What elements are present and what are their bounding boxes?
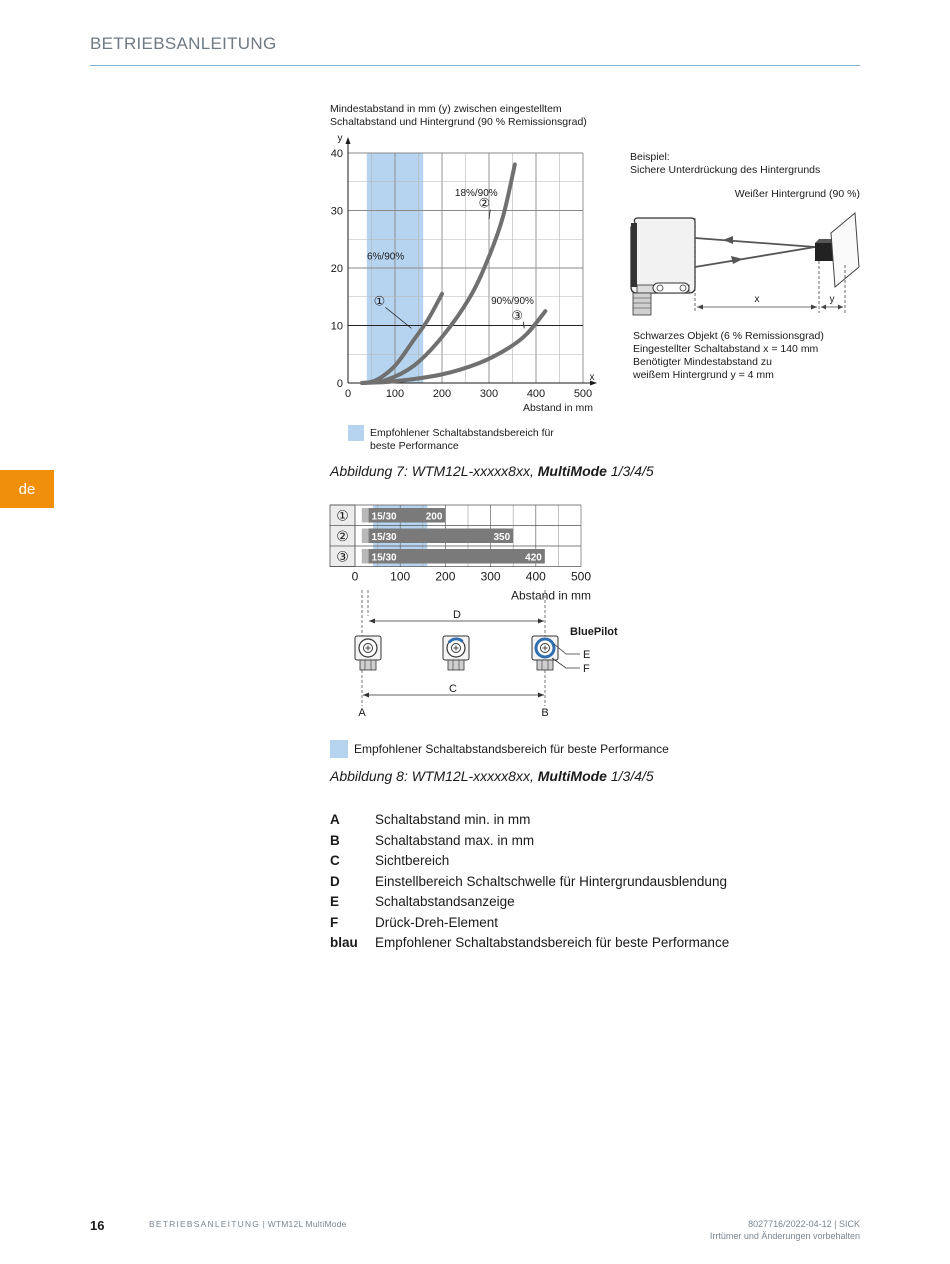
key-code: B bbox=[330, 832, 340, 848]
footer-disclaimer: Irrtümer und Änderungen vorbehalten bbox=[709, 1231, 860, 1241]
example-desc4: weißem Hintergrund y = 4 mm bbox=[633, 369, 774, 381]
key-row bbox=[330, 892, 850, 913]
bar-start-range bbox=[362, 549, 369, 564]
x-axis-title: Abstand in mm bbox=[522, 402, 593, 414]
key-code: D bbox=[330, 873, 340, 889]
chart7-svg bbox=[325, 128, 615, 418]
y-tick-label: 10 bbox=[330, 320, 343, 333]
example-line1: Beispiel: bbox=[630, 151, 670, 163]
x-tick-label: 300 bbox=[480, 569, 501, 584]
label-C: C bbox=[449, 683, 457, 695]
category-label: ① bbox=[336, 507, 349, 524]
x-tick-label: 500 bbox=[570, 569, 592, 584]
x-tick-label: 0 bbox=[344, 388, 352, 400]
dimension-y-label: y bbox=[829, 294, 835, 305]
chart7-legend bbox=[370, 427, 590, 453]
example-desc1: Schwarzes Objekt (6 % Remissionsgrad) bbox=[633, 330, 824, 342]
bar-start-label: 15/30 bbox=[371, 532, 397, 543]
x-tick-label: 200 bbox=[435, 569, 456, 584]
label-B: B bbox=[541, 707, 549, 719]
footer-right bbox=[710, 1218, 860, 1242]
bar-start-range bbox=[362, 529, 369, 544]
emitted-beam bbox=[695, 247, 815, 267]
example-background-label: Weißer Hintergrund (90 %) bbox=[734, 188, 860, 200]
key-code: C bbox=[330, 853, 340, 868]
key-text: Drück-Dreh-Element bbox=[375, 914, 499, 930]
example-description bbox=[633, 330, 863, 382]
x-tick-label: 0 bbox=[351, 569, 359, 584]
beam-arrow-in bbox=[723, 236, 733, 244]
figure7-caption-suffix: 1/3/4/5 bbox=[606, 463, 654, 479]
key-text: Empfohlener Schaltabstandsbereich für beste Performance bbox=[375, 935, 730, 950]
reflected-beam bbox=[695, 238, 815, 247]
label-A: A bbox=[358, 707, 366, 719]
bar-start-label: 15/30 bbox=[371, 552, 397, 564]
y-axis-letter: y bbox=[337, 133, 343, 144]
x-tick-label: 500 bbox=[573, 388, 593, 400]
key-code: A bbox=[330, 812, 340, 827]
language-tab[interactable]: de bbox=[0, 470, 54, 508]
knob-mid-icon[interactable] bbox=[443, 636, 469, 670]
key-row bbox=[330, 933, 850, 954]
footer-product: | WTM12L MultiMode bbox=[260, 1219, 347, 1229]
x-tick-label: 300 bbox=[479, 388, 499, 400]
figure8-caption-prefix: Abbildung 8: WTM12L-xxxxx8xx, bbox=[330, 768, 538, 784]
label-D: D bbox=[453, 609, 461, 621]
label-E: E bbox=[583, 649, 591, 661]
figure8-caption-bold: MultiMode bbox=[537, 768, 607, 784]
dimension-x-label: x bbox=[754, 294, 760, 305]
chart7-legend-swatch bbox=[348, 425, 364, 441]
x-tick-label: 400 bbox=[526, 388, 546, 400]
example-heading bbox=[630, 151, 860, 177]
category-label: ③ bbox=[336, 548, 349, 565]
bar-end-label: 350 bbox=[493, 532, 511, 543]
figure8-caption-suffix: 1/3/4/5 bbox=[606, 768, 654, 784]
chart7-title-line2: Schaltabstand und Hintergrund (90 % Remissionsgrad) bbox=[330, 116, 587, 128]
series-label-3: 90%/90% bbox=[491, 296, 534, 308]
example-diagram bbox=[625, 205, 865, 325]
figure7-caption-prefix: Abbildung 7: WTM12L-xxxxx8xx, bbox=[330, 463, 538, 479]
key-code: E bbox=[330, 894, 340, 909]
page-header-title: BETRIEBSANLEITUNG bbox=[90, 34, 277, 53]
example-desc3: Benötigter Mindestabstand zu bbox=[633, 356, 772, 368]
chart7-legend-line2: beste Performance bbox=[370, 440, 459, 452]
y-tick-label: 40 bbox=[330, 148, 343, 160]
x-tick-label: 100 bbox=[390, 569, 411, 584]
key-row bbox=[330, 831, 850, 852]
chart8-legend: Empfohlener Schaltabstandsbereich für beste Performance bbox=[354, 742, 669, 756]
series-marker-2: ② bbox=[478, 195, 491, 211]
sensor-icon bbox=[631, 218, 695, 315]
key-text: Schaltabstandsanzeige bbox=[375, 894, 515, 909]
figure7-caption-bold: MultiMode bbox=[537, 463, 607, 479]
key-code: blau bbox=[330, 935, 358, 950]
figure8-caption bbox=[330, 768, 654, 784]
y-tick-label: 30 bbox=[330, 205, 343, 218]
bar-start-label: 15/30 bbox=[371, 511, 397, 523]
footer-doc-label: BETRIEBSANLEITUNG bbox=[149, 1219, 261, 1229]
series-label-2: 18%/90% bbox=[454, 188, 498, 200]
x-axis-title: Abstand in mm bbox=[510, 588, 591, 603]
chart7-legend-line1: Empfohlener Schaltabstandsbereich für bbox=[370, 427, 554, 439]
category-label: ② bbox=[336, 527, 349, 544]
key-row bbox=[330, 810, 850, 831]
bar-start-range bbox=[362, 508, 369, 523]
chart7-title bbox=[330, 103, 630, 129]
series-leader-3 bbox=[523, 322, 524, 329]
chart8-legend-swatch bbox=[330, 740, 348, 758]
key-code: F bbox=[330, 914, 339, 930]
key-text: Schaltabstand min. in mm bbox=[375, 812, 531, 827]
bar-end-label: 420 bbox=[525, 552, 542, 564]
chart7-title-line1: Mindestabstand in mm (y) zwischen eingestelltem bbox=[330, 103, 562, 115]
knob-max-icon[interactable] bbox=[532, 636, 558, 670]
bluepilot-diagram bbox=[330, 588, 630, 723]
label-F: F bbox=[583, 663, 590, 675]
example-desc2: Eingestellter Schaltabstand x = 140 mm bbox=[633, 343, 819, 355]
y-tick-label: 20 bbox=[330, 263, 343, 275]
x-tick-label: 200 bbox=[432, 388, 452, 400]
bluepilot-label: BluePilot bbox=[570, 626, 618, 638]
knob-min-icon[interactable] bbox=[355, 636, 381, 670]
figure7-caption bbox=[330, 463, 654, 479]
page-number: 16 bbox=[90, 1218, 105, 1233]
key-text: Schaltabstand max. in mm bbox=[375, 832, 535, 848]
series-label-1: 6%/90% bbox=[366, 251, 405, 263]
key-list bbox=[330, 810, 850, 954]
bar-end-label: 200 bbox=[425, 511, 443, 523]
header-divider bbox=[90, 65, 860, 66]
footer-doc-title bbox=[149, 1219, 347, 1229]
series-marker-1: ① bbox=[373, 293, 386, 309]
key-row bbox=[330, 851, 850, 872]
example-line2: Sichere Unterdrückung des Hintergrunds bbox=[630, 164, 821, 176]
y-axis-arrow bbox=[346, 137, 351, 144]
series-marker-3: ③ bbox=[511, 307, 524, 323]
footer-doc-id: 8027716/2022-04-12 | SICK bbox=[748, 1219, 860, 1229]
key-row bbox=[330, 913, 850, 934]
y-tick-label: 0 bbox=[336, 378, 343, 390]
x-axis-letter: x bbox=[589, 372, 595, 383]
key-row bbox=[330, 872, 850, 893]
x-tick-label: 100 bbox=[385, 388, 405, 400]
key-text: Einstellbereich Schaltschwelle für Hintergrundausblendung bbox=[375, 873, 727, 889]
x-tick-label: 400 bbox=[525, 569, 546, 584]
key-text: Sichtbereich bbox=[375, 853, 450, 868]
